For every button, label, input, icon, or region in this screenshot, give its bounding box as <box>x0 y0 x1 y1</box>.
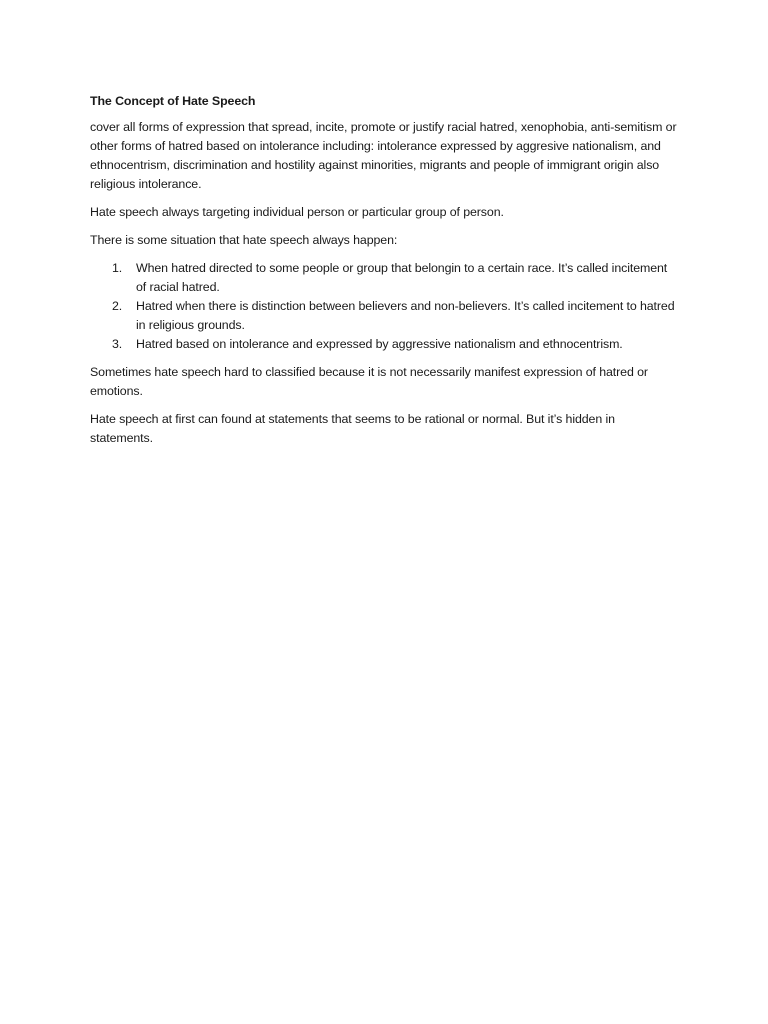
list-item <box>90 259 680 297</box>
paragraph-definition: cover all forms of expression that spread, incite, promote or justify racial hatred, xenophobia, anti-semitism or other forms of hatred based on intolerance including: intolerance expressed by aggresive nationalism, and ethnocentrism, discrimination and hostility against minorities, migrants and people of immigrant origin also religious intolerance. <box>90 120 677 191</box>
situations-list <box>90 259 680 354</box>
paragraph-situations-intro: There is some situation that hate speech always happen: <box>90 233 398 247</box>
paragraph-targeting: Hate speech always targeting individual person or particular group of person. <box>90 205 504 219</box>
list-item <box>90 335 680 354</box>
paragraph-hidden-statements: Hate speech at first can found at statements that seems to be rational or normal. But it’s hidden in statements. <box>90 412 615 445</box>
list-item-text: Hatred when there is distinction between believers and non-believers. It’s called incitement to hatred in religious grounds. <box>136 299 675 332</box>
list-item-number: 3. <box>112 337 123 351</box>
list-item <box>90 297 680 335</box>
list-item-number: 2. <box>112 299 123 313</box>
list-item-text: When hatred directed to some people or group that belongin to a certain race. It’s called incitement of racial hatred. <box>136 261 668 294</box>
paragraph-classification: Sometimes hate speech hard to classified because it is not necessarily manifest expression of hatred or emotions. <box>90 365 648 398</box>
list-item-number: 1. <box>112 261 123 275</box>
document-title: The Concept of Hate Speech <box>90 94 256 108</box>
document-page <box>90 92 680 457</box>
list-item-text: Hatred based on intolerance and expressed by aggressive nationalism and ethnocentrism. <box>136 337 623 351</box>
